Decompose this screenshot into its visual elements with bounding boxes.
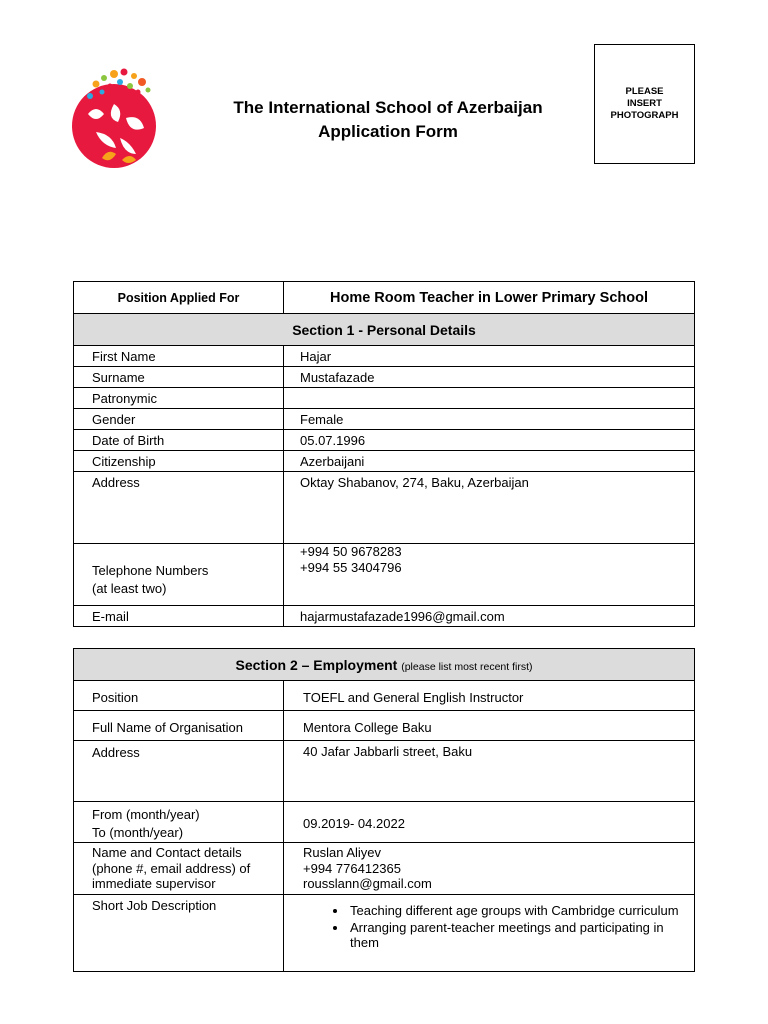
phone-field[interactable]	[284, 544, 695, 606]
table-row	[74, 843, 695, 895]
employment-table	[73, 648, 695, 972]
organisation-label: Full Name of Organisation	[74, 711, 284, 741]
address-label: Address	[74, 472, 284, 544]
phone-label-line2: (at least two)	[92, 580, 167, 596]
photo-text-1: PLEASE	[625, 86, 664, 97]
table-row	[74, 430, 695, 451]
section1-header-row	[74, 314, 695, 346]
dates-label	[74, 802, 284, 843]
supervisor-label-line1: Name and Contact details	[92, 845, 242, 860]
position-label: Position Applied For	[74, 282, 284, 314]
patronymic-label: Patronymic	[74, 388, 284, 409]
table-row	[74, 544, 695, 606]
table-row	[74, 711, 695, 741]
supervisor-email: rousslann@gmail.com	[303, 876, 432, 891]
table-row	[74, 388, 695, 409]
form-name: Application Form	[318, 122, 458, 141]
supervisor-field[interactable]	[284, 843, 695, 895]
section1-title: Section 1 - Personal Details	[74, 314, 695, 346]
gender-field[interactable]: Female	[284, 409, 695, 430]
phone-2: +994 55 3404796	[300, 560, 402, 575]
table-row	[74, 451, 695, 472]
job-description-list	[284, 903, 694, 950]
photo-placeholder[interactable]	[594, 44, 695, 164]
first-name-field[interactable]: Hajar	[284, 346, 695, 367]
employment-address-field[interactable]: 40 Jafar Jabbarli street, Baku	[284, 741, 695, 802]
photo-text-2: INSERT	[627, 98, 662, 109]
citizenship-field[interactable]: Azerbaijani	[284, 451, 695, 472]
list-item: • Arranging parent-teacher meetings and participating in them	[348, 920, 694, 950]
patronymic-field[interactable]	[284, 388, 695, 409]
phone-label-line1: Telephone Numbers	[92, 562, 209, 578]
table-row	[74, 741, 695, 802]
employment-address-label: Address	[74, 741, 284, 802]
table-row	[74, 367, 695, 388]
address-field[interactable]: Oktay Shabanov, 274, Baku, Azerbaijan	[284, 472, 695, 544]
school-name: The International School of Azerbaijan	[233, 98, 543, 117]
school-logo	[66, 68, 170, 168]
supervisor-name: Ruslan Aliyev	[303, 845, 382, 860]
personal-details-table	[73, 281, 695, 627]
table-row	[74, 802, 695, 843]
email-field[interactable]: hajarmustafazade1996@gmail.com	[284, 606, 695, 627]
first-name-label: First Name	[74, 346, 284, 367]
gender-label: Gender	[74, 409, 284, 430]
table-row	[74, 409, 695, 430]
dob-label: Date of Birth	[74, 430, 284, 451]
surname-label: Surname	[74, 367, 284, 388]
table-row	[74, 472, 695, 544]
form-title	[210, 96, 566, 144]
email-label: E-mail	[74, 606, 284, 627]
job-description-field[interactable]	[284, 895, 695, 972]
table-row	[74, 895, 695, 972]
section2-note: (please list most recent first)	[401, 660, 533, 673]
employment-position-field[interactable]: TOEFL and General English Instructor	[284, 681, 695, 711]
supervisor-phone: +994 776412365	[303, 860, 401, 876]
table-row	[74, 346, 695, 367]
section2-header-row	[74, 649, 695, 681]
position-label: Position	[74, 681, 284, 711]
supervisor-label-line3: immediate supervisor	[92, 876, 216, 891]
supervisor-label	[74, 843, 284, 895]
section2-title: Section 2 – Employment	[235, 656, 398, 673]
position-row	[74, 282, 695, 314]
section2-header	[74, 649, 695, 681]
surname-field[interactable]: Mustafazade	[284, 367, 695, 388]
job-description-label: Short Job Description	[74, 895, 284, 972]
position-value[interactable]: Home Room Teacher in Lower Primary School	[284, 282, 695, 314]
list-item: • Teaching different age groups with Cambridge curriculum	[348, 903, 694, 918]
from-label: From (month/year)	[92, 807, 200, 822]
dates-field[interactable]: 09.2019- 04.2022	[284, 802, 695, 843]
photo-text-3: PHOTOGRAPH	[610, 110, 679, 121]
dob-field[interactable]: 05.07.1996	[284, 430, 695, 451]
citizenship-label: Citizenship	[74, 451, 284, 472]
phone-1: +994 50 9678283	[300, 544, 402, 559]
organisation-field[interactable]: Mentora College Baku	[284, 711, 695, 741]
supervisor-label-line2: (phone #, email address) of	[92, 860, 251, 876]
to-label: To (month/year)	[92, 825, 184, 840]
table-row	[74, 606, 695, 627]
table-row	[74, 681, 695, 711]
phone-label	[74, 544, 284, 606]
